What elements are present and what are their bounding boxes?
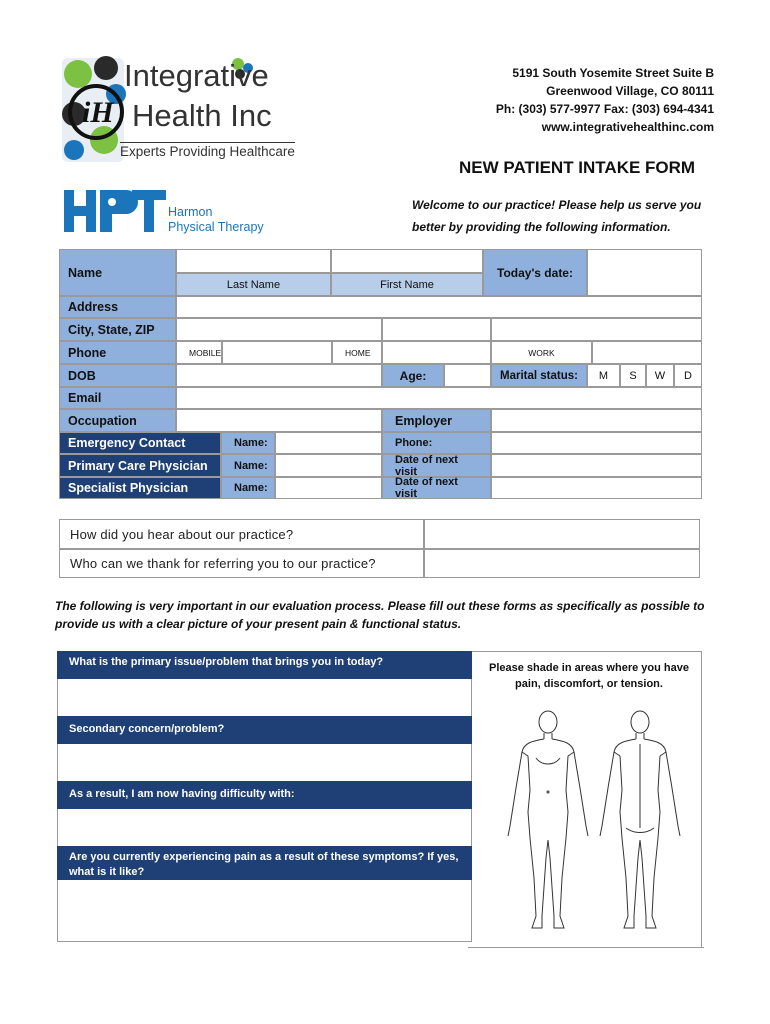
home-phone-input[interactable] (382, 341, 491, 364)
mobile-phone-input[interactable] (222, 341, 332, 364)
mobile-caption: MOBILE (176, 341, 222, 364)
referral-question-1: How did you hear about our practice? (59, 519, 424, 549)
email-label: Email (59, 387, 176, 409)
marital-option-m[interactable]: M (587, 364, 620, 387)
primary-issue-question: What is the primary issue/problem that brings you in today? (57, 651, 472, 679)
primary-next-visit-label: Date of next visit (382, 454, 491, 477)
address-line: 5191 South Yosemite Street Suite B (512, 66, 714, 80)
address-input[interactable] (176, 296, 702, 318)
specialist-name-input[interactable] (275, 477, 382, 499)
referral-answer-1[interactable] (424, 519, 700, 549)
pain-question: Are you currently experiencing pain as a result of these symptoms? If yes, what is it like? (57, 846, 472, 880)
last-name-input[interactable] (176, 249, 331, 273)
occupation-label: Occupation (59, 409, 176, 432)
welcome-text: Welcome to our practice! Please help us serve you better by providing the following information. (412, 198, 702, 234)
pain-answer[interactable] (57, 880, 472, 942)
logo-tagline: Experts Providing Healthcare (120, 144, 295, 159)
dob-label: DOB (59, 364, 176, 387)
form-title: NEW PATIENT INTAKE FORM (459, 158, 696, 177)
difficulty-answer[interactable] (57, 809, 472, 846)
address-line: Ph: (303) 577-9977 Fax: (303) 694-4341 (495, 102, 714, 116)
age-label: Age: (382, 364, 444, 387)
logo2-name-line2: Physical Therapy (168, 220, 264, 234)
secondary-concern-answer[interactable] (57, 744, 472, 781)
emergency-name-input[interactable] (275, 432, 382, 454)
first-name-input[interactable] (331, 249, 483, 273)
age-input[interactable] (444, 364, 491, 387)
email-input[interactable] (176, 387, 702, 409)
referral-answer-2[interactable] (424, 549, 700, 578)
zip-input[interactable] (491, 318, 702, 341)
front-body-figure (508, 711, 588, 928)
marital-option-d[interactable]: D (674, 364, 702, 387)
state-input[interactable] (382, 318, 491, 341)
occupation-input[interactable] (176, 409, 382, 432)
city-input[interactable] (176, 318, 382, 341)
specialist-next-visit-input[interactable] (491, 477, 702, 499)
difficulty-question: As a result, I am now having difficulty with: (57, 781, 472, 809)
svg-text:iH: iH (82, 96, 114, 129)
dob-input[interactable] (176, 364, 382, 387)
emergency-contact-label: Emergency Contact (59, 432, 221, 454)
divider (468, 947, 704, 948)
marital-status-label: Marital status: (491, 364, 587, 387)
work-caption: WORK (491, 341, 592, 364)
specialist-name-label: Name: (221, 477, 275, 499)
back-body-figure (600, 711, 680, 928)
emergency-phone-label: Phone: (382, 432, 491, 454)
marital-option-s[interactable]: S (620, 364, 646, 387)
todays-date-label: Today's date: (483, 249, 587, 296)
phone-label: Phone (59, 341, 176, 364)
primary-care-label: Primary Care Physician (59, 454, 221, 477)
address-line: www.integrativehealthinc.com (541, 120, 714, 134)
address-label: Address (59, 296, 176, 318)
primary-issue-answer[interactable] (57, 679, 472, 716)
logo-main-line2: Health Inc (132, 98, 272, 133)
referral-question-2: Who can we thank for referring you to our practice? (59, 549, 424, 578)
body-diagram[interactable] (500, 708, 690, 934)
emergency-phone-input[interactable] (491, 432, 702, 454)
secondary-concern-question: Secondary concern/problem? (57, 716, 472, 744)
home-caption: HOME (332, 341, 382, 364)
name-label: Name (59, 249, 176, 296)
logo2-name-line1: Harmon (168, 205, 213, 219)
specialist-label: Specialist Physician (59, 477, 221, 499)
specialist-next-visit-label: Date of next visit (382, 477, 491, 499)
first-name-caption: First Name (331, 273, 483, 296)
last-name-caption: Last Name (176, 273, 331, 296)
evaluation-note: The following is very important in our evaluation process. Please fill out these forms as specifically as possible to provide us with a clear picture of your present pain & functional status. (55, 599, 705, 631)
employer-input[interactable] (491, 409, 702, 432)
work-phone-input[interactable] (592, 341, 702, 364)
emergency-name-label: Name: (221, 432, 275, 454)
todays-date-input[interactable] (587, 249, 702, 296)
address-line: Greenwood Village, CO 80111 (546, 84, 714, 98)
employer-label: Employer (382, 409, 491, 432)
marital-option-w[interactable]: W (646, 364, 674, 387)
practice-address (496, 64, 714, 136)
primary-name-label: Name: (221, 454, 275, 477)
primary-name-input[interactable] (275, 454, 382, 477)
logo-main-line1: Integrative (124, 58, 269, 93)
primary-next-visit-input[interactable] (491, 454, 702, 477)
shade-instruction: Please shade in areas where you have pain, discomfort, or tension. (489, 662, 689, 690)
city-state-zip-label: City, State, ZIP (59, 318, 176, 341)
